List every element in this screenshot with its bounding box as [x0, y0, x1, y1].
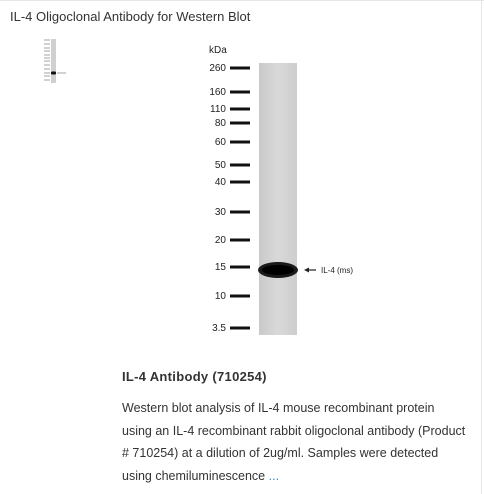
marker-label: 50 — [214, 160, 226, 171]
marker-tick — [230, 164, 250, 167]
protein-band — [258, 262, 298, 278]
marker-tick — [230, 67, 250, 70]
caption-text: Western blot analysis of IL-4 mouse recombinant protein using an IL-4 recombinant rabbit oligoclonal antibody (Product # 710254) at a dilution of 2ug/ml. Samples were detected using chemiluminescence — [122, 401, 466, 483]
marker-label: 60 — [214, 137, 226, 148]
marker-label: 15 — [214, 262, 226, 273]
marker-label: 110 — [210, 104, 226, 115]
top-divider — [0, 0, 484, 1]
page-title: IL-4 Oligoclonal Antibody for Western Blot — [10, 9, 251, 24]
marker-label: 30 — [214, 207, 226, 218]
right-divider — [481, 0, 482, 494]
marker-label: 3.5 — [212, 323, 226, 334]
image-thumbnail[interactable] — [42, 34, 70, 86]
marker-label: 80 — [214, 118, 226, 129]
marker-label: 20 — [214, 235, 226, 246]
marker-tick — [230, 211, 250, 214]
more-link[interactable]: ... — [268, 468, 280, 483]
western-blot-figure — [190, 38, 380, 348]
marker-tick — [230, 181, 250, 184]
band-annotation — [304, 266, 353, 275]
marker-tick — [230, 141, 250, 144]
band-label: IL-4 (ms) — [321, 266, 353, 275]
marker-label: 10 — [214, 291, 226, 302]
marker-label: 160 — [209, 87, 226, 98]
caption-heading: IL-4 Antibody (710254) — [122, 369, 267, 384]
blot-membrane — [259, 63, 297, 335]
marker-ladder — [209, 63, 250, 334]
marker-tick — [230, 327, 250, 330]
marker-tick — [230, 122, 250, 125]
kda-label: kDa — [209, 45, 227, 56]
marker-tick — [230, 91, 250, 94]
marker-label: 260 — [209, 63, 226, 74]
marker-label: 40 — [214, 177, 226, 188]
arrow-icon — [304, 268, 309, 273]
caption-description — [122, 397, 467, 487]
marker-tick — [230, 266, 250, 269]
marker-tick — [230, 108, 250, 111]
marker-tick — [230, 239, 250, 242]
marker-tick — [230, 295, 250, 298]
